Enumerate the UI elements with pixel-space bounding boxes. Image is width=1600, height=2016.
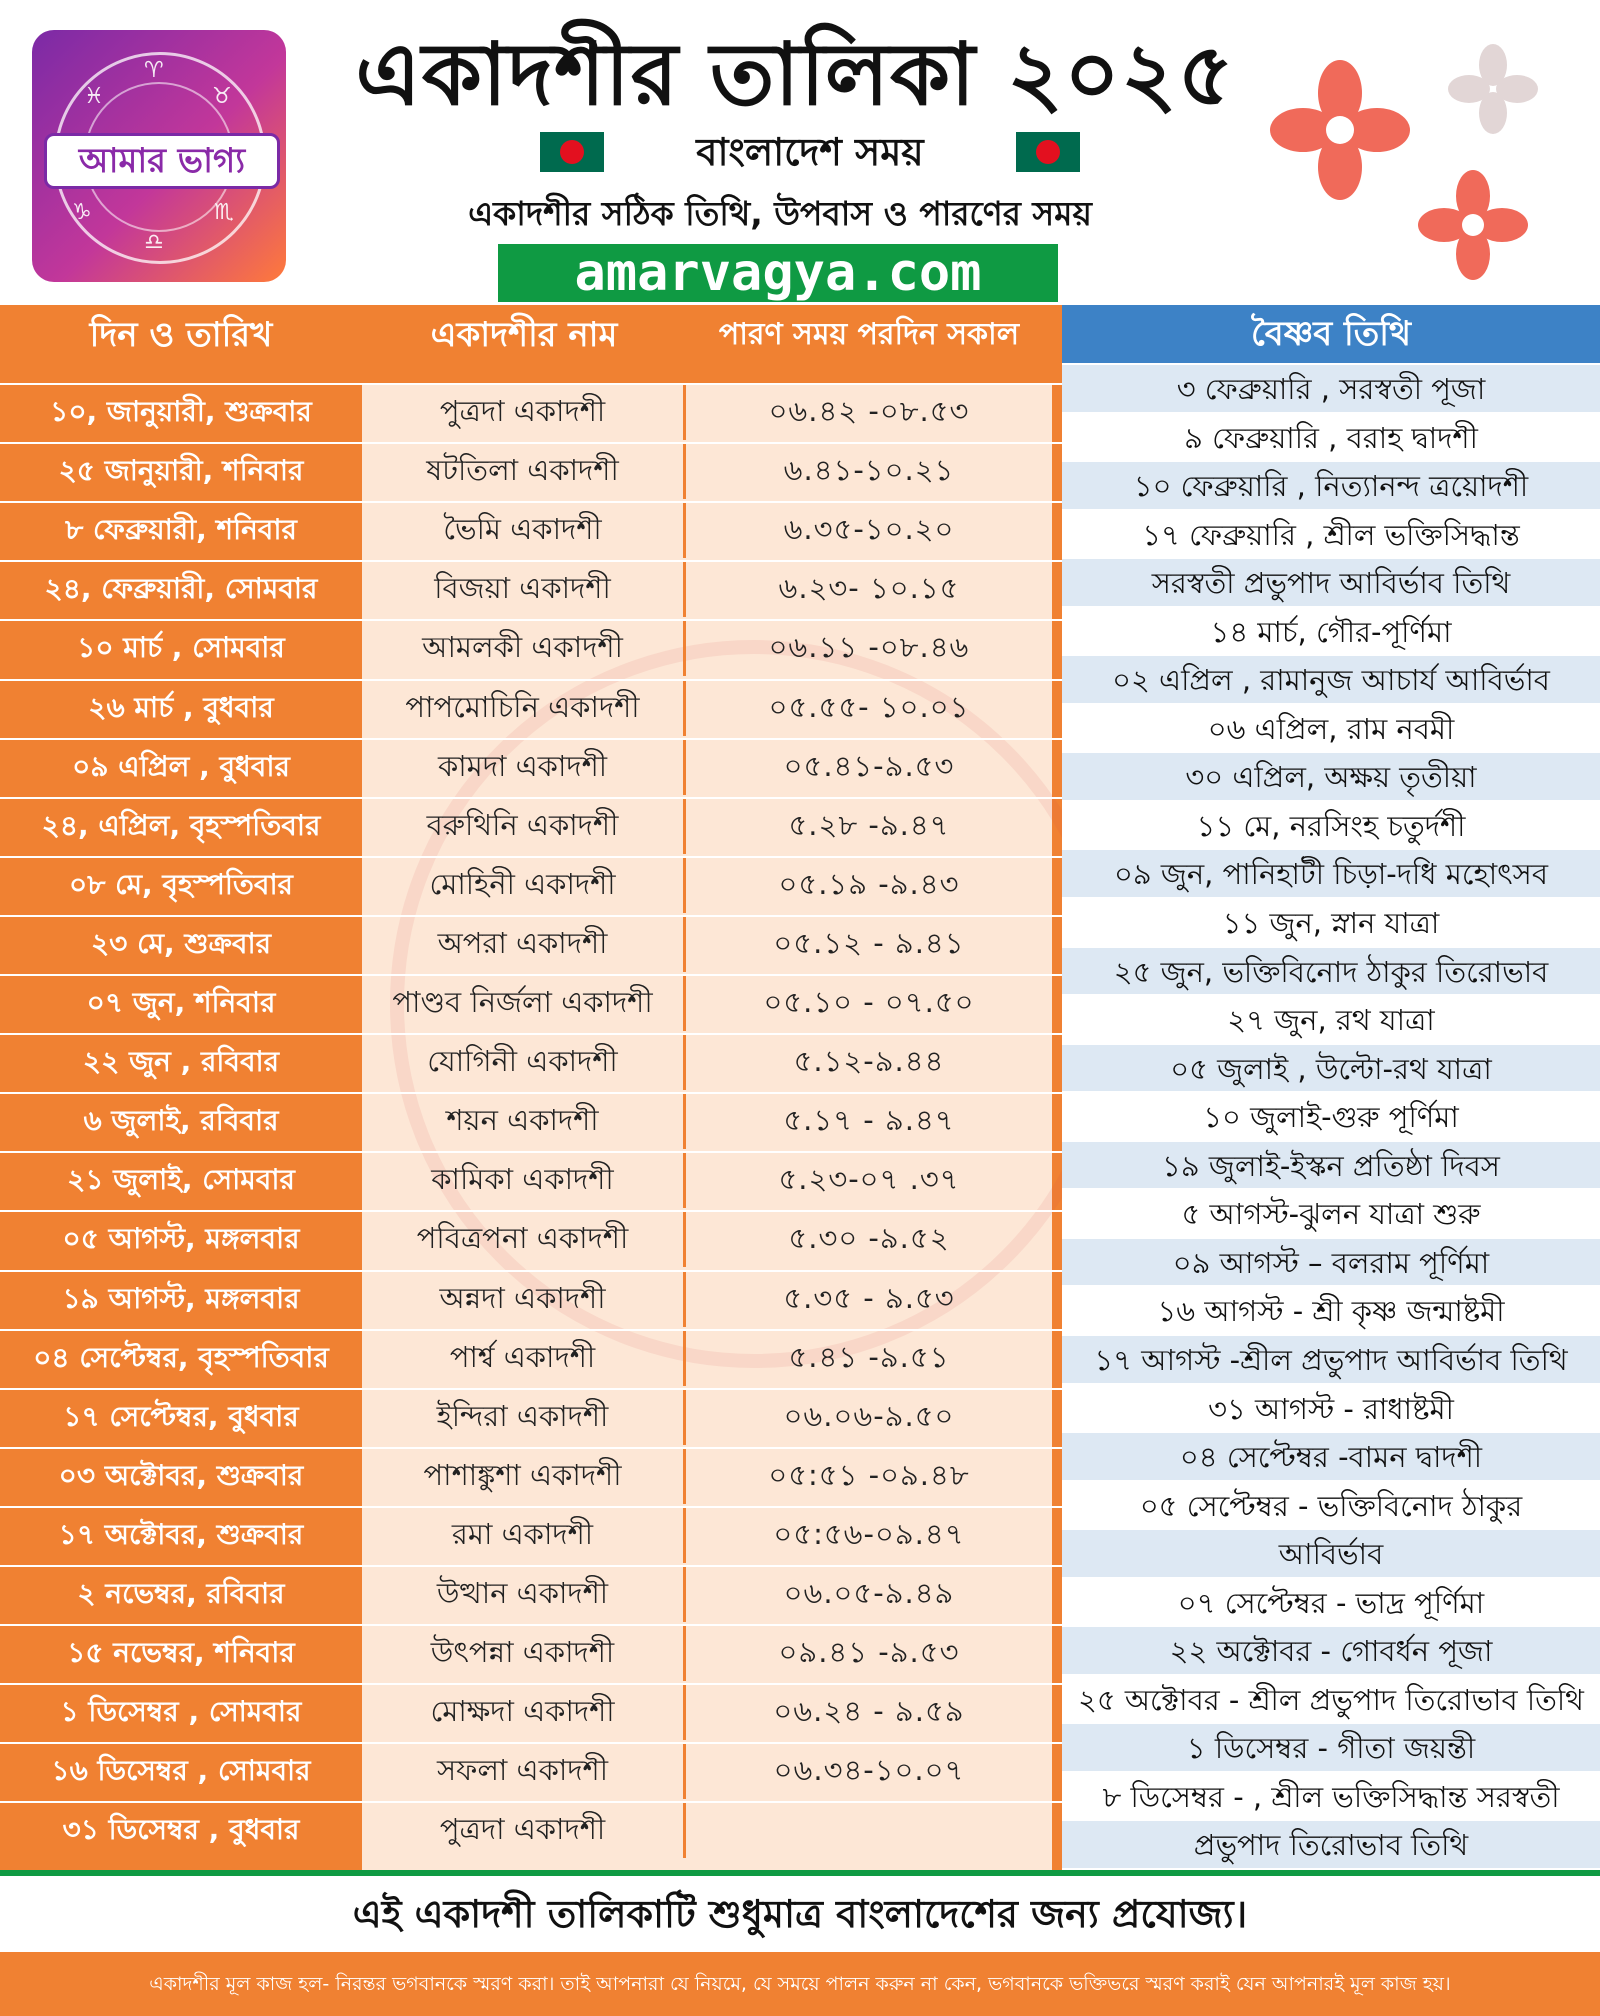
row-divider [0,1742,1062,1744]
row-ekadashi-name: পুত্রদা একাদশী [362,383,686,440]
row-divider [0,1506,1062,1508]
vaishnav-row: ৩১ আগস্ট - রাধাষ্টমী [1062,1385,1600,1434]
row-ekadashi-name: ইন্দিরা একাদশী [362,1388,686,1445]
row-parana-time: ০৬.০৫-৯.৪৯ [783,1576,955,1610]
row-date: ৩১ ডিসেম্বর , বুধবার [62,1813,300,1847]
row-date: ১৭ অক্টোবর, শুক্রবার [58,1517,304,1551]
vaishnav-row: প্রভুপাদ তিরোভাব তিথি [1062,1821,1600,1870]
vaishnav-row: ২২ অক্টোবর - গোবর্ধন পূজা [1062,1627,1600,1676]
table-row [0,738,1062,795]
row-parana-time: ০৬.৪২ -০৮.৫৩ [768,394,970,428]
row-ekadashi-name: যোগিনী একাদশী [362,1033,686,1090]
row-parana-time: ৫.১২-৯.৪৪ [793,1044,945,1079]
row-divider [0,1624,1062,1626]
row-divider [0,442,1062,444]
vaishnav-row: আবির্ভাব [1062,1530,1600,1579]
row-parana-time: ৫.২৮ -৯.৪৭ [788,807,950,842]
row-divider [0,383,1062,385]
row-divider [0,501,1062,503]
vaishnav-row: ৫ আগস্ট-ঝুলন যাত্রা শুরু [1062,1190,1600,1239]
header-ekadashi-name: একাদশীর নাম [362,305,686,383]
row-date: ২২ জুন , রবিবার [82,1045,280,1079]
row-parana-time: ৬.২৩- ১০.১৫ [778,571,960,606]
row-ekadashi-name: উত্থান একাদশী [362,1565,686,1622]
row-date: ২৫ জানুয়ারী, শনিবার [58,454,304,488]
vaishnav-row: ১ ডিসেম্বর - গীতা জয়ন্তী [1062,1724,1600,1773]
row-divider [0,1447,1062,1449]
vaishnav-row: ২৫ জুন, ভক্তিবিনোদ ঠাকুর তিরোভাব [1062,948,1600,997]
bottom-banner: একাদশীর মূল কাজ হল- নিরন্তর ভগবানকে স্মরণ করা। তাই আপনারা যে নিয়মে, যে সময়ে পালন করুন না কেন, ভগবানকে ভক্তিভরে স্মরণ করাই যেন আপনারই মূল কাজ হয়। [0,1952,1600,2016]
zodiac-taurus-icon: ♉ [212,84,232,109]
row-date: ২১ জুলাই, সোমবার [67,1163,295,1197]
row-date: ১০ মার্চ , সোমবার [77,631,285,665]
row-ekadashi-name: বিজয়া একাদশী [362,560,686,617]
row-divider [0,738,1062,740]
row-date: ০৩ অক্টোবর, শুক্রবার [58,1458,304,1492]
row-date: ১০, জানুয়ারী, শুক্রবার [50,395,312,428]
table-row [0,1742,1062,1799]
row-ekadashi-name: মোহিনী একাদশী [362,856,686,913]
vaishnav-row: ৯ ফেব্রুয়ারি , বরাহ দ্বাদশী [1062,414,1600,463]
row-parana-time: ৫.২৩-০৭ .৩৭ [778,1162,960,1197]
row-ekadashi-name: কামদা একাদশী [362,738,686,795]
vaishnav-row: ১০ জুলাই-গুরু পূর্ণিমা [1062,1093,1600,1142]
vaishnav-row: ৮ ডিসেম্বর - , শ্রীল ভক্তিসিদ্ধান্ত সরস্বতী [1062,1773,1600,1822]
bangladesh-flag-icon [1016,132,1080,172]
row-divider [0,560,1062,562]
vaishnav-row: ১১ মে, নরসিংহ চতুর্দশী [1062,802,1600,851]
row-date: ১৬ ডিসেম্বর , সোমবার [51,1754,311,1788]
row-ekadashi-name: ভৈমি একাদশী [362,501,686,558]
row-parana-time: ০৫.১৯ -৯.৪৩ [778,866,960,901]
zodiac-logo-icon [32,30,286,282]
row-date: ০৯ এপ্রিল , বুধবার [72,749,290,783]
row-divider [0,1033,1062,1035]
table-row [0,1447,1062,1504]
vaishnav-row: ২৫ অক্টোবর - শ্রীল প্রভুপাদ তিরোভাব তিথি [1062,1676,1600,1725]
header-parana-time: পারণ সময় পরদিন সকাল [686,305,1052,383]
row-date: ৮ ফেব্রুয়ারী, শনিবার [65,513,297,547]
row-divider [0,1388,1062,1390]
row-date: ২৪, ফেব্রুয়ারী, সোমবার [44,572,318,606]
row-ekadashi-name: উৎপন্না একাদশী [362,1624,686,1681]
row-divider [0,1270,1062,1272]
row-ekadashi-name: পাণ্ডব নির্জলা একাদশী [362,974,686,1031]
table-row [0,915,1062,972]
vaishnav-header: বৈষ্ণব তিথি [1062,305,1600,363]
vaishnav-row: ২৭ জুন, রথ যাত্রা [1062,996,1600,1045]
row-parana-time: ৫.৩৫ - ৯.৫৩ [783,1280,955,1315]
vaishnav-row: ১৯ জুলাই-ইস্কন প্রতিষ্ঠা দিবস [1062,1142,1600,1191]
row-divider [0,915,1062,917]
table-row [0,1329,1062,1386]
vaishnav-row: ০৪ সেপ্টেম্বর -বামন দ্বাদশী [1062,1433,1600,1482]
page-header [0,0,1600,305]
logo-text: আমার ভাগ্য [44,133,280,189]
row-parana-time: ৬.৩৫-১০.২০ [783,512,955,547]
row-date: ০৫ আগস্ট, মঙ্গলবার [62,1222,300,1256]
zodiac-libra-icon: ♎ [144,230,164,255]
flower-decoration-icon [1448,44,1538,134]
table-row [0,797,1062,854]
row-date: ৬ জুলাই, রবিবার [83,1104,279,1138]
zodiac-scorpio-icon: ♏ [214,200,234,225]
row-parana-time: ০৫:৫৬-০৯.৪৭ [773,1516,965,1551]
row-parana-time: ০৫.৪১-৯.৫৩ [783,748,955,783]
zodiac-capricorn-icon: ♑ [72,200,92,225]
vaishnav-row: ০৯ আগস্ট – বলরাম পূর্ণিমা [1062,1239,1600,1288]
bangladesh-flag-icon [540,132,604,172]
row-parana-time: ০৫.১২ - ৯.৪১ [773,925,965,960]
flower-decoration-icon [1270,60,1410,200]
table-row [0,856,1062,913]
row-ekadashi-name: পাশাঙ্কুশা একাদশী [362,1447,686,1504]
row-divider [0,797,1062,799]
row-divider [0,619,1062,621]
row-parana-time: ০৫.৫৫- ১০.০১ [768,689,970,724]
row-date: ২৪, এপ্রিল, বৃহস্পতিবার [41,808,321,842]
row-ekadashi-name: পার্শ্ব একাদশী [362,1329,686,1386]
table-row [0,1801,1062,1858]
row-divider [0,679,1062,681]
row-parana-time [686,1801,1052,1858]
table-row [0,1683,1062,1740]
row-ekadashi-name: রমা একাদশী [362,1506,686,1563]
row-divider [0,856,1062,858]
vaishnav-row: ০৫ সেপ্টেম্বর - ভক্তিবিনোদ ঠাকুর [1062,1482,1600,1531]
row-parana-time: ৬.৪১-১০.২১ [783,453,955,488]
vaishnav-row: ১৪ মার্চ, গৌর-পূর্ণিমা [1062,608,1600,657]
flower-decoration-icon [1418,170,1528,280]
row-ekadashi-name: অন্নদা একাদশী [362,1270,686,1327]
table-row [0,560,1062,617]
row-divider [0,1329,1062,1331]
row-date: ০৭ জুন, শনিবার [86,986,276,1019]
row-date: ২ নভেম্বর, রবিবার [77,1577,285,1610]
vaishnav-row: ৩০ এপ্রিল, অক্ষয় তৃতীয়া [1062,753,1600,802]
row-date: ১৫ নভেম্বর, শনিবার [67,1636,295,1670]
row-parana-time: ০৬.৩৪-১০.০৭ [773,1753,965,1788]
row-parana-time: ০৯.৪১ -৯.৫৩ [778,1635,960,1670]
row-divider [0,1565,1062,1567]
row-date: ২৬ মার্চ , বুধবার [88,690,274,724]
row-ekadashi-name: আমলকী একাদশী [362,619,686,676]
row-parana-time: ০৫.১০ - ০৭.৫০ [763,985,975,1019]
vaishnav-row: ০৬ এপ্রিল, রাম নবমী [1062,705,1600,754]
vaishnav-row: ০৭ সেপ্টেম্বর - ভাদ্র পূর্ণিমা [1062,1579,1600,1628]
table-row [0,383,1062,440]
row-divider [0,1210,1062,1212]
row-ekadashi-name: পবিত্রপনা একাদশী [362,1210,686,1267]
row-parana-time: ৫.৩০ -৯.৫২ [788,1221,950,1256]
zodiac-pisces-icon: ♓ [84,84,104,109]
row-ekadashi-name: কামিকা একাদশী [362,1151,686,1208]
website-link[interactable]: amarvagya.com [498,244,1058,302]
vaishnav-row: ১৭ আগস্ট -শ্রীল প্রভুপাদ আবির্ভাব তিথি [1062,1336,1600,1385]
row-date: ১৭ সেপ্টেম্বর, বুধবার [63,1399,299,1433]
table-row [0,1270,1062,1327]
header-date: দিন ও তারিখ [89,315,273,355]
footer-note: এই একাদশী তালিকাটি শুধুমাত্র বাংলাদেশের জন্য প্রযোজ্য। [0,1876,1600,1952]
row-divider [0,1151,1062,1153]
tagline: একাদশীর সঠিক তিথি, উপবাস ও পারণের সময় [468,194,1092,233]
table-row [0,442,1062,499]
row-ekadashi-name: পুত্রদা একাদশী [362,1801,686,1858]
table-row [0,1151,1062,1208]
table-row [0,619,1062,676]
table-row [0,1092,1062,1149]
vaishnav-row: ৩ ফেব্রুয়ারি , সরস্বতী পূজা [1062,365,1600,414]
row-parana-time: ৫.৪১ -৯.৫১ [788,1339,950,1374]
row-date: ১ ডিসেম্বর , সোমবার [60,1695,302,1729]
row-parana-time: ০৬.০৬-৯.৫০ [783,1398,955,1433]
vaishnav-row: ০৯ জুন, পানিহাটী চিড়া-দধি মহোৎসব [1062,850,1600,899]
row-divider [0,1801,1062,1803]
subtitle-row [540,126,1080,180]
table-row [0,1624,1062,1681]
row-divider [0,1092,1062,1094]
table-row [0,974,1062,1031]
row-ekadashi-name: বরুথিনি একাদশী [362,797,686,854]
row-parana-time: ০৬.২৪ - ৯.৫৯ [773,1694,965,1729]
row-date: ২৩ মে, শুক্রবার [90,926,272,960]
table-row [0,1506,1062,1563]
row-divider [0,974,1062,976]
row-ekadashi-name: সফলা একাদশী [362,1742,686,1799]
vaishnav-row: ১০ ফেব্রুয়ারি , নিত্যানন্দ ত্রয়োদশী [1062,462,1600,511]
vaishnav-row: ১৭ ফেব্রুয়ারি , শ্রীল ভক্তিসিদ্ধান্ত [1062,511,1600,560]
table-row [0,1033,1062,1090]
vaishnav-row: ১৬ আগস্ট - শ্রী কৃষ্ণ জন্মাষ্টমী [1062,1287,1600,1336]
subtitle: বাংলাদেশ সময় [696,130,924,174]
row-ekadashi-name: ষটতিলা একাদশী [362,442,686,499]
table-row [0,501,1062,558]
page-title: একাদশীর তালিকা ২০২৫ [355,25,1235,125]
row-parana-time: ৫.১৭ - ৯.৪৭ [783,1103,955,1138]
table-row [0,1565,1062,1622]
row-date: ০৮ মে, বৃহস্পতিবার [69,867,293,901]
row-parana-time: ০৫:৫১ -০৯.৪৮ [768,1457,970,1492]
row-divider [0,1683,1062,1685]
zodiac-aries-icon: ♈ [144,58,164,83]
row-ekadashi-name: মোক্ষদা একাদশী [362,1683,686,1740]
table-row [0,1388,1062,1445]
vaishnav-row: সরস্বতী প্রভুপাদ আবির্ভাব তিথি [1062,559,1600,608]
vaishnav-row: ০২ এপ্রিল , রামানুজ আচার্য আবির্ভাব [1062,656,1600,705]
row-ekadashi-name: শয়ন একাদশী [362,1092,686,1149]
row-parana-time: ০৬.১১ -০৮.৪৬ [768,630,970,665]
vaishnav-row: ১১ জুন, স্নান যাত্রা [1062,899,1600,948]
row-date: ১৯ আগস্ট, মঙ্গলবার [62,1281,300,1315]
row-ekadashi-name: অপরা একাদশী [362,915,686,972]
row-date: ০৪ সেপ্টেম্বর, বৃহস্পতিবার [33,1340,329,1374]
row-ekadashi-name: পাপমোচিনি একাদশী [362,679,686,736]
vaishnav-row: ০৫ জুলাই , উল্টো-রথ যাত্রা [1062,1045,1600,1094]
table-row [0,679,1062,736]
table-row [0,1210,1062,1267]
